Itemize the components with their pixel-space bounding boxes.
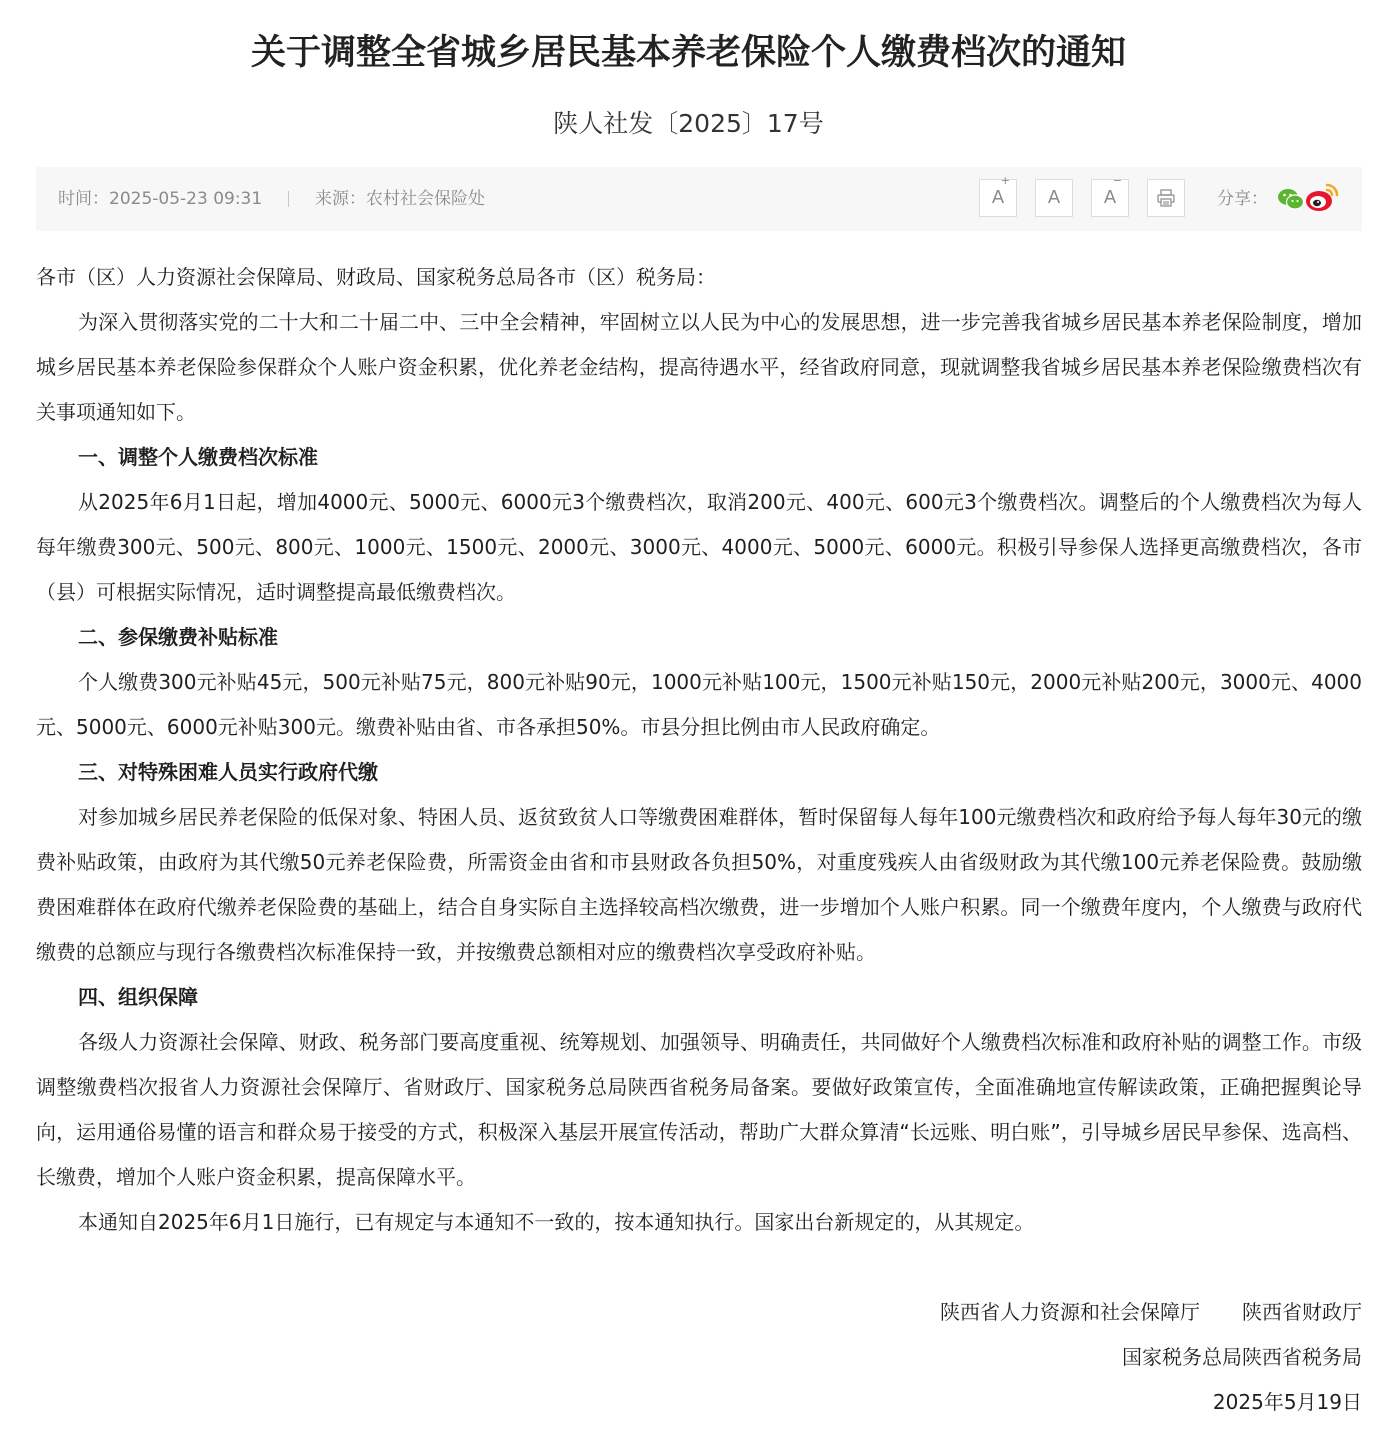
share-label: 分享： — [1217, 189, 1268, 209]
font-decrease-button[interactable] — [1091, 174, 1129, 217]
closing-paragraph: 本通知自2025年6月1日施行，已有规定与本通知不一致的，按本通知执行。国家出台新规定的，从其规定。 — [78, 1210, 1035, 1234]
signature-block — [940, 1290, 1362, 1425]
minus-mark-icon: − — [1112, 174, 1122, 187]
signature-org-tax: 国家税务总局陕西省税务局 — [1122, 1345, 1362, 1369]
meta-bar — [36, 167, 1362, 231]
publish-source: 来源：农村社会保险处 — [315, 189, 485, 209]
intro-paragraph: 为深入贯彻落实党的二十大和二十届二中、三中全会精神，牢固树立以人民为中心的发展思想，进一步完善我省城乡居民基本养老保险制度，增加城乡居民基本养老保险参保群众个人账户资金积累，优化养老金结构，提高待遇水平，经省政府同意，现就调整我省城乡居民基本养老保险缴费档次有关事项通知如下。 — [36, 310, 1362, 424]
print-icon — [1156, 188, 1176, 208]
section-3-heading: 三、对特殊困难人员实行政府代缴 — [78, 760, 378, 784]
font-default-button[interactable] — [1035, 179, 1073, 217]
plus-mark-icon: + — [1000, 174, 1010, 187]
section-2-heading: 二、参保缴费补贴标准 — [78, 625, 278, 649]
section-3-paragraph: 对参加城乡居民养老保险的低保对象、特困人员、返贫致贫人口等缴费困难群体，暂时保留每人每年100元缴费档次和政府给予每人每年30元的缴费补贴政策，由政府为其代缴50元养老保险费，所需资金由省和市县财政各负担50%，对重度残疾人由省级财政为其代缴100元养老保险费。鼓励缴费困难群体在政府代缴养老保险费的基础上，结合自身实际自主选择较高档次缴费，进一步增加个人账户积累。同一个缴费年度内，个人缴费与政府代缴费的总额应与现行各缴费档次标准保持一致，并按缴费总额相对应的缴费档次享受政府补贴。 — [36, 805, 1362, 964]
section-2-paragraph: 个人缴费300元补贴45元，500元补贴75元，800元补贴90元，1000元补贴100元，1500元补贴150元，2000元补贴200元，3000元、4000元、5000元、6000元补贴300元。缴费补贴由省、市各承担50%。市县分担比例由市人民政府确定。 — [36, 670, 1362, 739]
salutation: 各市（区）人力资源社会保障局、财政局、国家税务总局各市（区）税务局： — [36, 265, 716, 289]
font-decrease-letter: A — [1103, 187, 1117, 208]
font-default-letter: A — [1047, 187, 1061, 208]
signature-org-finance: 陕西省财政厅 — [1242, 1300, 1362, 1324]
section-4-paragraph: 各级人力资源社会保障、财政、税务部门要高度重视、统筹规划、加强领导、明确责任，共同做好个人缴费档次标准和政府补贴的调整工作。市级调整缴费档次报省人力资源社会保障厅、省财政厅、国家税务总局陕西省税务局备案。要做好政策宣传，全面准确地宣传解读政策，正确把握舆论导向，运用通俗易懂的语言和群众易于接受的方式，积极深入基层开展宣传活动，帮助广大群众算清“长远账、明白账”，引导城乡居民早参保、选高档、长缴费，增加个人账户资金积累，提高保障水平。 — [36, 1030, 1362, 1189]
font-increase-letter: A — [991, 187, 1005, 208]
signature-org-hrss: 陕西省人力资源和社会保障厅 — [940, 1300, 1200, 1324]
publish-time: 时间：2025-05-23 09:31 — [58, 189, 263, 209]
font-increase-button[interactable] — [979, 174, 1017, 217]
wechat-icon[interactable] — [1277, 187, 1305, 211]
page-title: 关于调整全省城乡居民基本养老保险个人缴费档次的通知 — [250, 33, 1126, 73]
signature-date: 2025年5月19日 — [1212, 1390, 1362, 1414]
section-1-paragraph: 从2025年6月1日起，增加4000元、5000元、6000元3个缴费档次，取消200元、400元、600元3个缴费档次。调整后的个人缴费档次为每人每年缴费300元、500元、800元、1000元、1500元、2000元、3000元、4000元、5000元、6000元。积极引导参保人选择更高缴费档次，各市（县）可根据实际情况，适时调整提高最低缴费档次。 — [36, 490, 1362, 604]
weibo-icon[interactable] — [1305, 181, 1339, 213]
section-1-heading: 一、调整个人缴费档次标准 — [78, 445, 318, 469]
document-body — [36, 255, 1362, 1245]
print-button[interactable] — [1147, 179, 1185, 217]
signature-line-1 — [940, 1290, 1362, 1335]
meta-divider — [288, 191, 289, 207]
document-number: 陕人社发〔2025〕17号 — [553, 109, 824, 138]
section-4-heading: 四、组织保障 — [78, 985, 198, 1009]
